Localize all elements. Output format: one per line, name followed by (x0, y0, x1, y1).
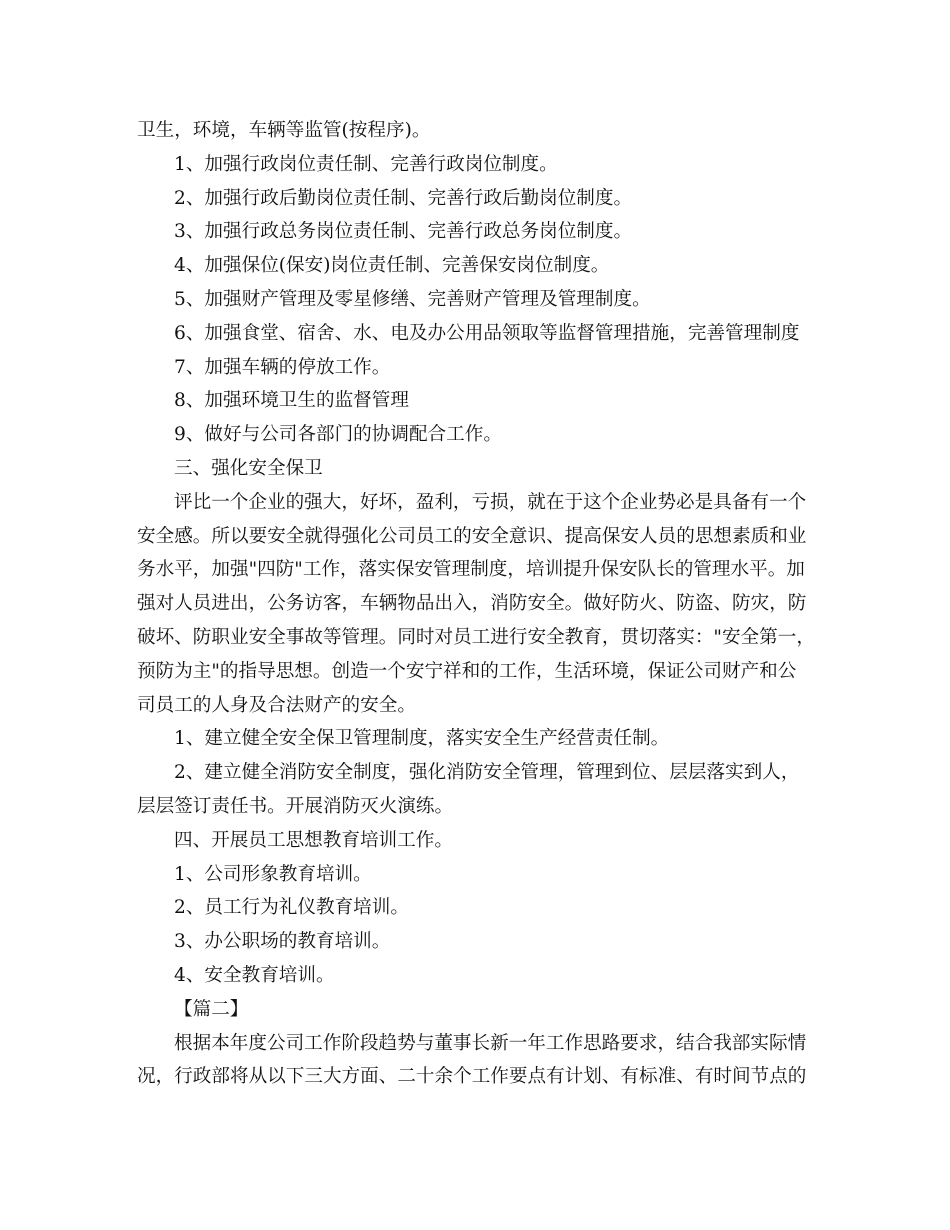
text-line: 9、做好与公司各部门的协调配合工作。 (174, 424, 502, 446)
document-body (137, 114, 827, 1094)
text-line: 根据本年度公司工作阶段趋势与董事长新一年工作思路要求，结合我部实际情 (174, 1032, 807, 1054)
text-line: 1、建立健全安全保卫管理制度，落实安全生产经营责任制。 (174, 728, 670, 750)
text-line: 1、公司形象教育培训。 (174, 863, 372, 885)
text-line: 7、加强车辆的停放工作。 (174, 356, 391, 378)
text-line: 强对人员进出，公务访客，车辆物品出入，消防安全。做好防火、防盗、防灾，防 (137, 593, 807, 615)
text-line: 司员工的人身及合法财产的安全。 (137, 694, 416, 716)
text-line: 4、安全教育培训。 (174, 964, 335, 986)
text-line: 【篇二】 (174, 998, 249, 1020)
text-line: 5、加强财产管理及零星修缮、完善财产管理及管理制度。 (174, 288, 651, 310)
text-line: 三、强化安全保卫 (174, 457, 323, 479)
text-line: 破坏、防职业安全事故等管理。同时对员工进行安全教育，贯切落实："安全第一， (137, 626, 815, 648)
text-line: 2、建立健全消防安全制度，强化消防安全管理，管理到位、层层落实到人， (174, 762, 800, 784)
text-line: 四、开展员工思想教育培训工作。 (174, 829, 453, 851)
text-line: 况，行政部将从以下三大方面、二十余个工作要点有计划、有标准、有时间节点的 (137, 1066, 807, 1088)
text-line: 预防为主"的指导思想。创造一个安宁祥和的工作，生活环境，保证公司财产和公 (137, 660, 797, 682)
text-line: 3、加强行政总务岗位责任制、完善行政总务岗位制度。 (174, 221, 633, 243)
text-line: 4、加强保位(保安)岗位责任制、完善保安岗位制度。 (174, 255, 610, 277)
text-line: 3、办公职场的教育培训。 (174, 931, 391, 953)
text-line: 安全感。所以要安全就得强化公司员工的安全意识、提高保安人员的思想素质和业 (137, 525, 807, 547)
text-line: 8、加强环境卫生的监督管理 (174, 390, 409, 412)
text-line: 2、员工行为礼仪教育培训。 (174, 897, 409, 919)
text-line: 1、加强行政岗位责任制、完善行政岗位制度。 (174, 153, 558, 175)
text-line: 6、加强食堂、宿舍、水、电及办公用品领取等监督管理措施，完善管理制度 (174, 322, 800, 344)
text-line: 务水平，加强"四防"工作，落实保安管理制度，培训提升保安队长的管理水平。加 (137, 559, 805, 581)
text-line: 层层签订责任书。开展消防灭火演练。 (137, 795, 454, 817)
text-line: 评比一个企业的强大，好坏，盈利，亏损，就在于这个企业势必是具备有一个 (174, 491, 807, 513)
text-line: 卫生，环境，车辆等监管(按程序)。 (137, 120, 431, 141)
text-line: 2、加强行政后勤岗位责任制、完善行政后勤岗位制度。 (174, 187, 633, 209)
